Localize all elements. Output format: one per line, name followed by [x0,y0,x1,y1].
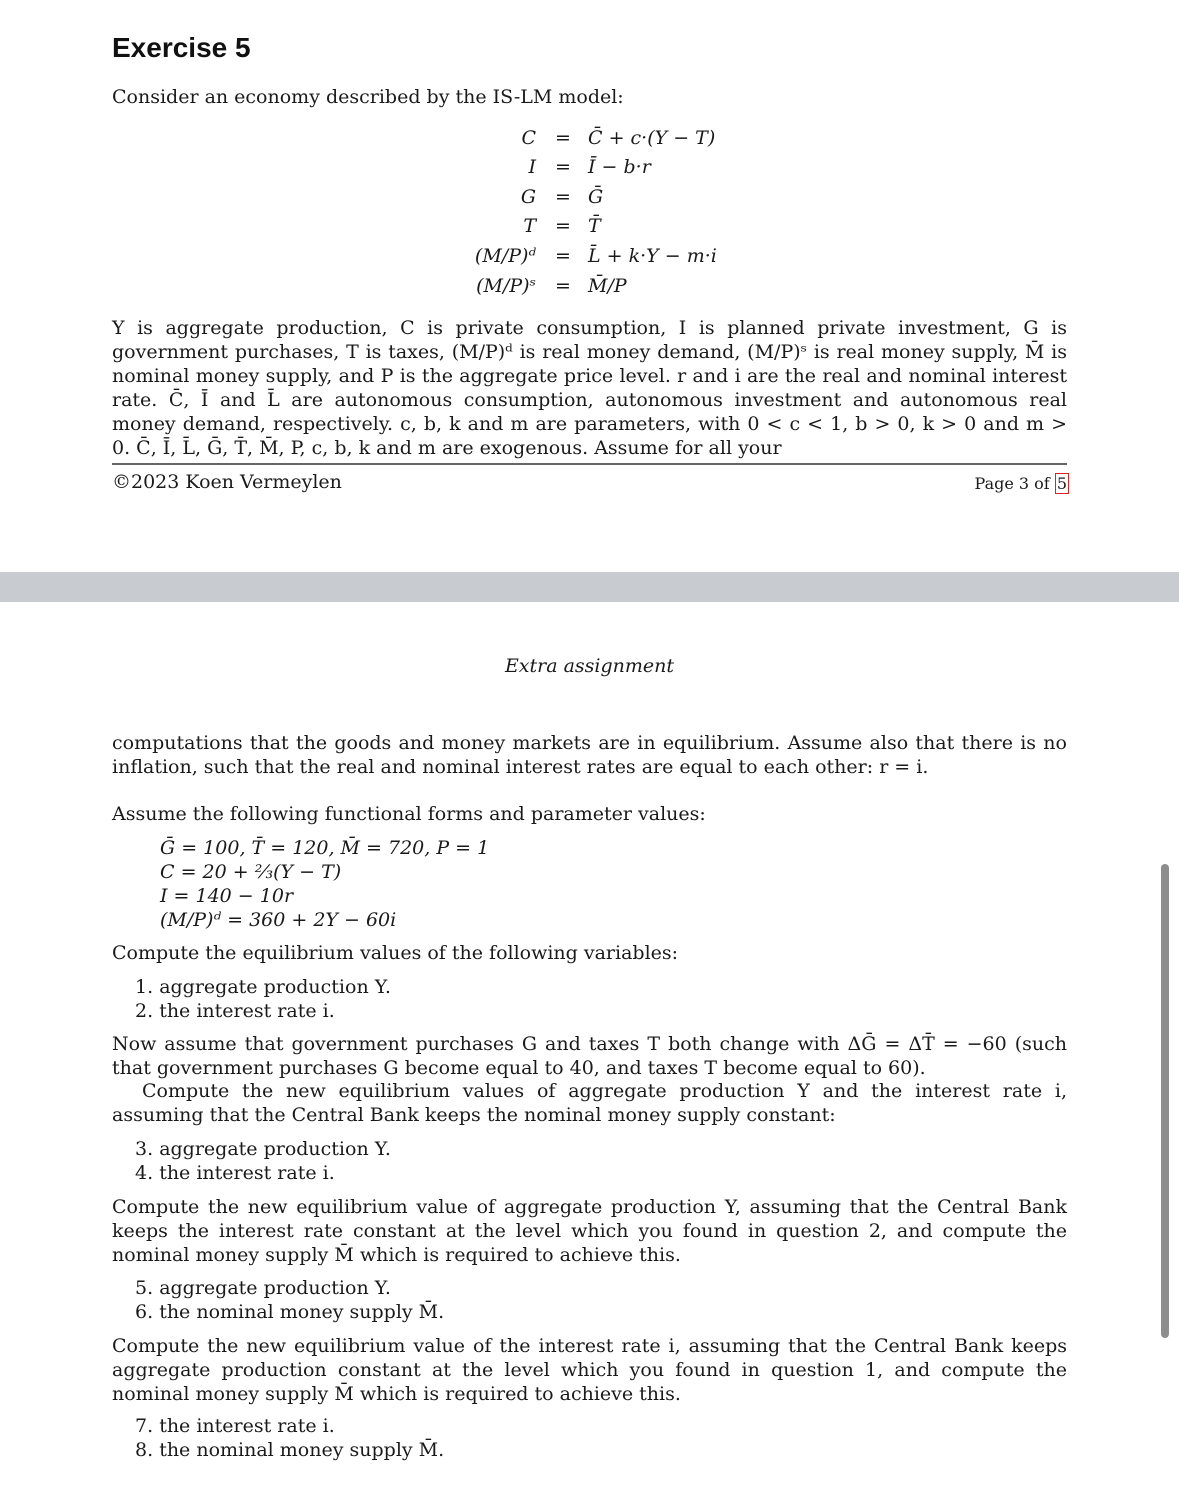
list-text: the interest rate i. [159,1162,335,1184]
investment-function: I = 140 − 10r [160,885,294,907]
parameter-block [160,836,489,932]
policy-change-text: Now assume that government purchases G and taxes T both change with ΔḠ = ΔT̄ = −60 (such that government purchases G become equal to 40, and taxes T become equal to 60). [112,1033,1067,1079]
list-number: 6. [135,1301,154,1323]
list-item [135,1137,391,1161]
vertical-scrollbar[interactable] [1161,864,1169,1338]
equals-sign: = [555,186,571,208]
page-separator [0,572,1179,602]
compute-new-text-3: Compute the new equilibrium value of the interest rate i, assuming that the Central Bank keeps aggregate production constant at the level which you found in question 1, and compute the nominal money supply M̄ which is required to achieve this. [112,1335,1067,1405]
copyright-notice: ©2023 Koen Vermeylen [112,471,342,493]
list-text: aggregate production Y. [159,1138,391,1160]
list-item [135,1414,444,1438]
continuation-text: computations that the goods and money markets are in equilibrium. Assume also that there is no inflation, such that the real and nominal interest rates are equal to each other: r = i. [112,732,1067,778]
equation-rhs: Ī − b·r [588,156,651,178]
equation-lhs: C [521,127,536,149]
list-number: 4. [135,1162,154,1184]
exercise-title: Exercise 5 [112,32,251,63]
equals-sign: = [555,127,571,149]
list-number: 5. [135,1277,154,1299]
list-item [135,975,391,999]
list-number: 8. [135,1439,154,1461]
list-text: aggregate production Y. [159,1277,391,1299]
equation-rhs: T̄ [588,215,601,237]
question-list [135,1276,444,1324]
list-text: the nominal money supply M̄. [159,1301,445,1323]
list-text: aggregate production Y. [159,976,391,998]
compute-new-text-1: Compute the new equilibrium values of aggregate production Y and the interest rate i, assuming that the Central Bank keeps the nominal money supply constant: [112,1080,1067,1126]
list-item [135,1161,391,1185]
equals-sign: = [555,156,571,178]
intro-text: Consider an economy described by the IS-LM model: [112,86,624,108]
question-list [135,975,391,1023]
equals-sign: = [555,245,571,267]
assume-heading: Assume the following functional forms and parameter values: [112,803,706,825]
equation-rhs: C̄ + c·(Y − T) [588,127,716,149]
question-list [135,1137,391,1185]
list-item [135,1438,444,1462]
list-number: 1. [135,976,154,998]
list-number: 2. [135,1000,154,1022]
money-demand-function: (M/P)ᵈ = 360 + 2Y − 60i [160,909,397,931]
list-text: the interest rate i. [159,1000,335,1022]
equation-rhs: L̄ + k·Y − m·i [588,245,717,267]
page-header-subtitle: Extra assignment [504,655,675,677]
list-item [135,999,391,1023]
equation-lhs: G [520,186,536,208]
parameter-line: Ḡ = 100, T̄ = 120, M̄ = 720, P = 1 [160,837,490,859]
list-text: the nominal money supply M̄. [159,1439,445,1461]
list-text: the interest rate i. [159,1415,335,1437]
question-list [135,1414,444,1462]
equals-sign: = [555,215,571,237]
equation-lhs: (M/P)ˢ [476,275,536,297]
compute-heading: Compute the equilibrium values of the following variables: [112,942,679,964]
list-item [135,1300,444,1324]
footer-divider [112,463,1067,465]
page-number-label: Page 3 of [974,474,1050,493]
equation-rhs: Ḡ [588,186,604,208]
consumption-function: C = 20 + ⅔(Y − T) [160,861,342,883]
equation-lhs: T [523,215,536,237]
list-number: 3. [135,1138,154,1160]
list-item [135,1276,444,1300]
page-total-link[interactable]: 5 [1056,474,1067,493]
equation-lhs: (M/P)ᵈ [474,245,536,267]
compute-new-text-2: Compute the new equilibrium value of aggregate production Y, assuming that the Central Bank keeps the interest rate constant at the level which you found in question 2, and compute the nominal money supply M̄ which is required to achieve this. [112,1196,1067,1266]
page-indicator [975,472,1069,496]
model-description: Y is aggregate production, C is private consumption, I is planned private investment, G is government purchases, T is taxes, (M/P)ᵈ is real money demand, (M/P)ˢ is real money supply, M̄ is nominal money supply, and P is the aggregate price level. r and i are the real and nominal interest rate. C̄, Ī and L̄ are autonomous consumption, autonomous investment and autonomous real money demand, respectively. c, b, k and m are parameters, with 0 < c < 1, b > 0, k > 0 and m > 0. C̄, Ī, L̄, Ḡ, T̄, M̄, P, c, b, k and m are exogenous. Assume for all your [112,317,1067,459]
equation-lhs: I [528,156,536,178]
equals-sign: = [555,275,571,297]
list-number: 7. [135,1415,154,1437]
equation-rhs: M̄/P [588,275,627,297]
